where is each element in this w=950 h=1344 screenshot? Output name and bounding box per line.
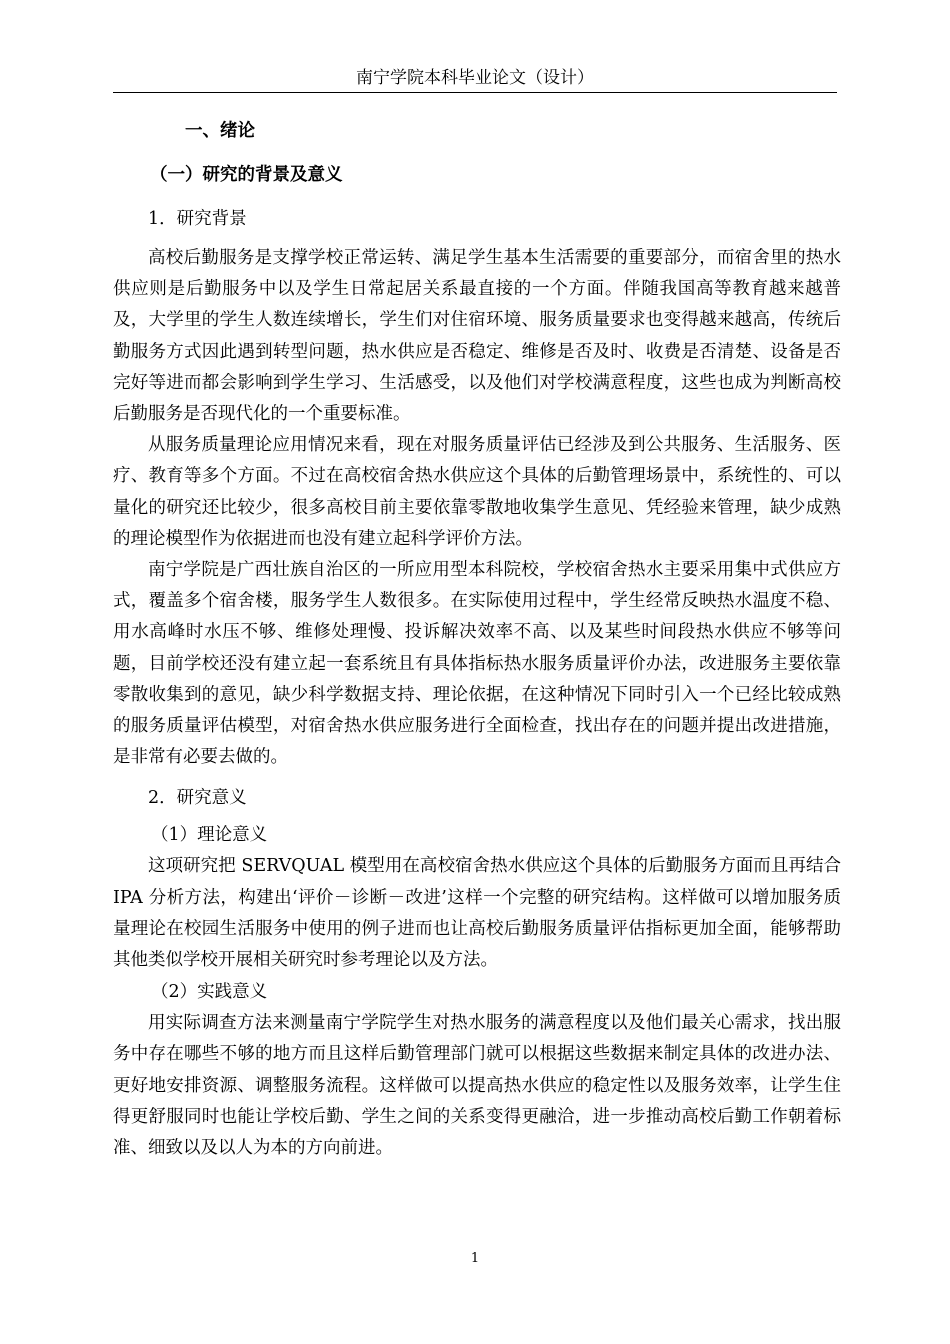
page-number: 1	[470, 1251, 480, 1266]
paragraph-practical: 用实际调查方法来测量南宁学院学生对热水服务的满意程度以及他们最关心需求，找出服务中存在哪些不够的地方而且这样后勤管理部门就可以根据这些数据来制定具体的改进办法、更好地安排资源、调整服务流程。这样做可以提高热水供应的稳定性以及服务效率，让学生住得更舒服同时也能让学校后勤、学生之间的关系变得更融洽，进一步推动高校后勤工作朝着标准、细致以及以人为本的方向前进。	[113, 1013, 841, 1159]
running-header	[113, 64, 837, 93]
paragraph-background-1: 高校后勤服务是支撑学校正常运转、满足学生基本生活需要的重要部分，而宿舍里的热水供应则是后勤服务中以及学生日常起居关系最直接的一个方面。伴随我国高等教育越来越普及，大学里的学生人数连续增长，学生们对住宿环境、服务质量要求也变得越来越高，传统后勤服务方式因此遇到转型问题，热水供应是否稳定、维修是否及时、收费是否清楚、设备是否完好等进而都会影响到学生学习、生活感受，以及他们对学校满意程度，这些也成为判断高校后勤服务是否现代化的一个重要标准。	[113, 248, 841, 425]
paragraph-background-2: 从服务质量理论应用情况来看，现在对服务质量评估已经涉及到公共服务、生活服务、医疗、教育等多个方面。不过在高校宿舍热水供应这个具体的后勤管理场景中，系统性的、可以量化的研究还比较少，很多高校目前主要依靠零散地收集学生意见、凭经验来管理，缺少成熟的理论模型作为依据进而也没有建立起科学评价方法。	[113, 435, 841, 549]
chapter-heading: 一、绪论	[185, 121, 255, 141]
sub-heading-practical: （2）实践意义	[151, 982, 268, 1003]
sub-heading-theoretical: （1）理论意义	[151, 825, 268, 846]
paragraph-background-3: 南宁学院是广西壮族自治区的一所应用型本科院校，学校宿舍热水主要采用集中式供应方式，覆盖多个宿舍楼，服务学生人数很多。在实际使用过程中，学生经常反映热水温度不稳、用水高峰时水压不够、维修处理慢、投诉解决效率不高、以及某些时间段热水供应不够等问题，目前学校还没有建立起一套系统且有具体指标热水服务质量评价办法，改进服务主要依靠零散收集到的意见，缺少科学数据支持、理论依据，在这种情况下同时引入一个已经比较成熟的服务质量评估模型，对宿舍热水供应服务进行全面检查，找出存在的问题并提出改进措施，是非常有必要去做的。	[113, 560, 841, 768]
subsection-heading-background: 1．研究背景	[148, 209, 247, 229]
paragraph-theoretical: 这项研究把 SERVQUAL 模型用在高校宿舍热水供应这个具体的后勤服务方面而且再结合 IPA 分析方法，构建出‘评价－诊断－改进’这样一个完整的研究结构。这样做可以增加服务质量理论在校园生活服务中使用的例子进而也让高校后勤服务质量评估指标更加全面，能够帮助其他类似学校开展相关研究时参考理论以及方法。	[113, 856, 841, 971]
section-heading: （一）研究的背景及意义	[150, 165, 343, 185]
subsection-heading-significance: 2．研究意义	[148, 788, 247, 809]
page-body	[113, 112, 841, 1164]
running-header-title: 南宁学院本科毕业论文（设计）	[356, 68, 594, 88]
